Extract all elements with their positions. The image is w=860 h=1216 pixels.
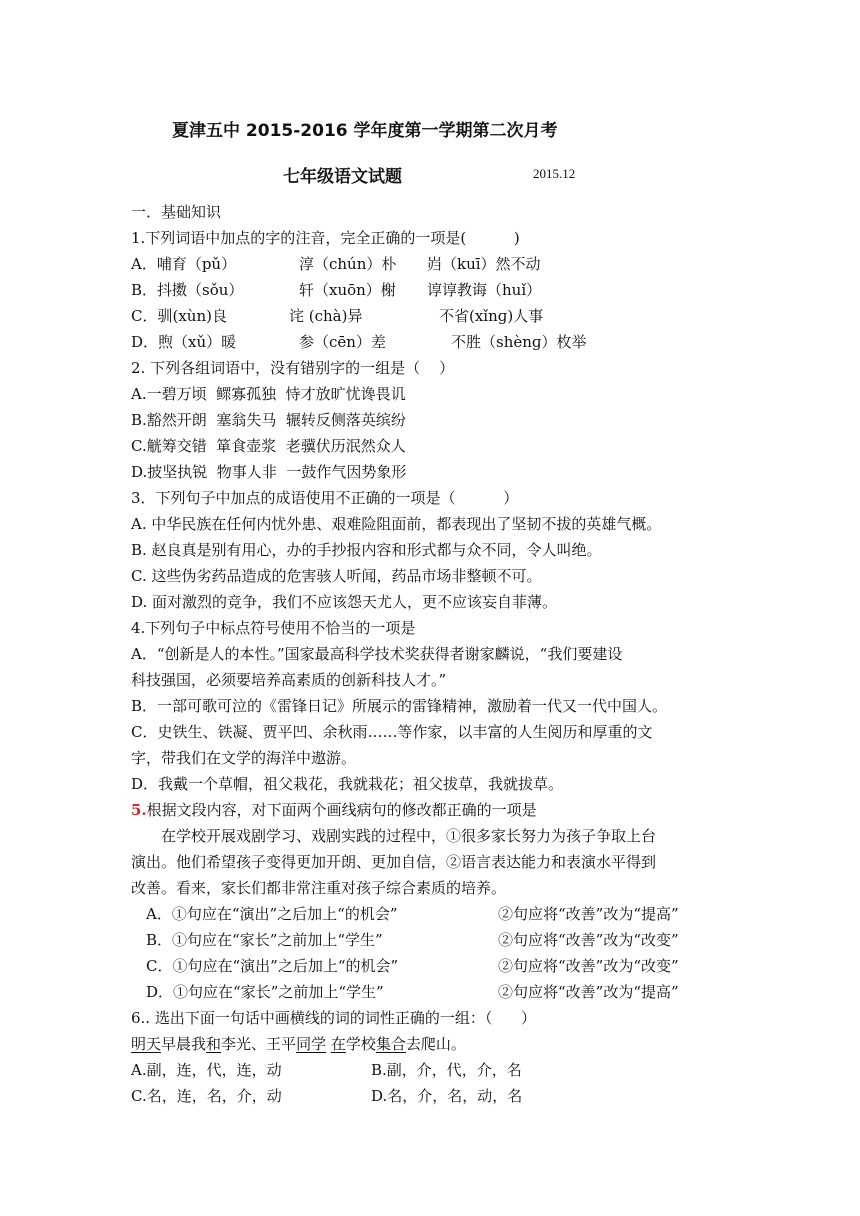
q5-stem: 5.根据文段内容，对下面两个画线病句的修改都正确的一项是 bbox=[131, 801, 537, 819]
q3-option-b: B. 赵良真是别有用心，办的手抄报内容和形式都与众不同，令人叫绝。 bbox=[131, 541, 602, 559]
q6-option-c: C.名，连，名，介，动 bbox=[131, 1087, 282, 1105]
q4-stem: 4.下列句子中标点符号使用不恰当的一项是 bbox=[131, 619, 416, 637]
q6-sentence: 明天早晨我和李光、王平同学 在学校集合去爬山。 bbox=[131, 1035, 466, 1053]
exam-date: 2015.12 bbox=[533, 166, 576, 181]
underlined-word: 集合 bbox=[375, 1035, 406, 1053]
q4-option-c-line1: C．史铁生、铁凝、贾平凹、余秋雨……等作家，以丰富的人生阅历和厚重的文 bbox=[131, 723, 653, 741]
q6-options-row2 bbox=[131, 1083, 743, 1109]
q3-option-a: A. 中华民族在任何内忧外患、艰难险阻面前，都表现出了坚韧不拔的英雄气概。 bbox=[131, 515, 662, 533]
q5-number: 5. bbox=[131, 801, 147, 819]
q6-options-row1 bbox=[131, 1057, 743, 1083]
q2-stem: 2. 下列各组词语中，没有错别字的一组是（ ） bbox=[131, 359, 455, 377]
q2-option-d: D.披坚执锐 物事人非 一鼓作气因势象形 bbox=[131, 463, 407, 481]
q5-option-c: C．①句应在“演出”之后加上“的机会” ②句应将“改善”改为“改变” bbox=[146, 957, 679, 975]
q3-stem: 3．下列句子中加点的成语使用不正确的一项是（ ） bbox=[131, 489, 519, 507]
q1-stem: 1.下列词语中加点的字的注音，完全正确的一项是( ) bbox=[131, 229, 520, 247]
q6-stem: 6.. 选出下面一句话中画横线的词的词性正确的一组：（ ） bbox=[131, 1009, 536, 1027]
exam-subtitle: 七年级语文试题 bbox=[283, 167, 402, 187]
q3-option-c: C. 这些伪劣药品造成的危害骇人听闻，药品市场非整顿不可。 bbox=[131, 567, 542, 585]
q6-option-d: D.名，介，名，动，名 bbox=[371, 1087, 523, 1105]
q4-option-c-line2: 字，带我们在文学的海洋中遨游。 bbox=[131, 749, 357, 767]
underlined-word: 同学 bbox=[296, 1035, 327, 1053]
q1-option-b: B．抖擞（sǒu） 轩（xuōn）榭 谆谆教诲（huǐ） bbox=[131, 281, 542, 299]
q2-option-b: B.豁然开朗 塞翁失马 辗转反侧落英缤纷 bbox=[131, 411, 406, 429]
q5-option-a: A．①句应在“演出”之后加上“的机会” ②句应将“改善”改为“提高” bbox=[146, 905, 679, 923]
q1-option-a: A．哺育（pǔ） 淳（chún）朴 岿（kuī）然不动 bbox=[131, 255, 541, 273]
q5-passage-line1: 在学校开展戏剧学习、戏剧实践的过程中，①很多家长努力为孩子争取上台 bbox=[161, 827, 657, 845]
q3-option-d: D. 面对激烈的竞争，我们不应该怨天尤人，更不应该妄自菲薄。 bbox=[131, 593, 558, 611]
underlined-word: 在 bbox=[330, 1035, 346, 1053]
q1-option-d: D．煦（xǔ）暖 参（cēn）差 不胜（shènɡ）枚举 bbox=[131, 333, 587, 351]
q4-option-d: D．我戴一个草帽，祖父栽花，我就栽花；祖父拔草，我就拔草。 bbox=[131, 775, 564, 793]
exam-body bbox=[131, 199, 743, 1109]
q6-option-a: A.副，连，代，连，动 bbox=[131, 1061, 282, 1079]
q4-option-a-line1: A．“创新是人的本性。”国家最高科学技术奖获得者谢家麟说，“我们要建设 bbox=[131, 645, 623, 663]
underlined-word: 和 bbox=[206, 1035, 222, 1053]
q1-option-c: C．驯(xùn)良 诧 (chà)异 不省(xǐnɡ)人事 bbox=[131, 307, 544, 325]
underlined-word: 明天 bbox=[131, 1035, 162, 1053]
q5-passage-line3: 改善。看来，家长们都非常注重对孩子综合素质的培养。 bbox=[131, 879, 507, 897]
q2-option-c: C.觥筹交错 箪食壶浆 老骥伏历泯然众人 bbox=[131, 437, 406, 455]
exam-title: 夏津五中 2015-2016 学年度第一学期第二次月考 bbox=[172, 121, 558, 141]
section-heading: 一．基础知识 bbox=[131, 203, 222, 221]
q4-option-a-line2: 科技强国，必须要培养高素质的创新科技人才。” bbox=[131, 671, 447, 689]
q2-option-a: A.一碧万顷 鳏寡孤独 恃才放旷忧谗畏讥 bbox=[131, 385, 406, 403]
q5-option-b: B．①句应在“家长”之前加上“学生” ②句应将“改善”改为“改变” bbox=[146, 931, 679, 949]
q5-passage-line2: 演出。他们希望孩子变得更加开朗、更加自信，②语言表达能力和表演水平得到 bbox=[131, 853, 657, 871]
q5-option-d: D．①句应在“家长”之前加上“学生” ②句应将“改善”改为“提高” bbox=[146, 983, 679, 1001]
q4-option-b: B．一部可歌可泣的《雷锋日记》所展示的雷锋精神，激励着一代又一代中国人。 bbox=[131, 697, 668, 715]
q6-option-b: B.副，介，代，介，名 bbox=[371, 1061, 522, 1079]
